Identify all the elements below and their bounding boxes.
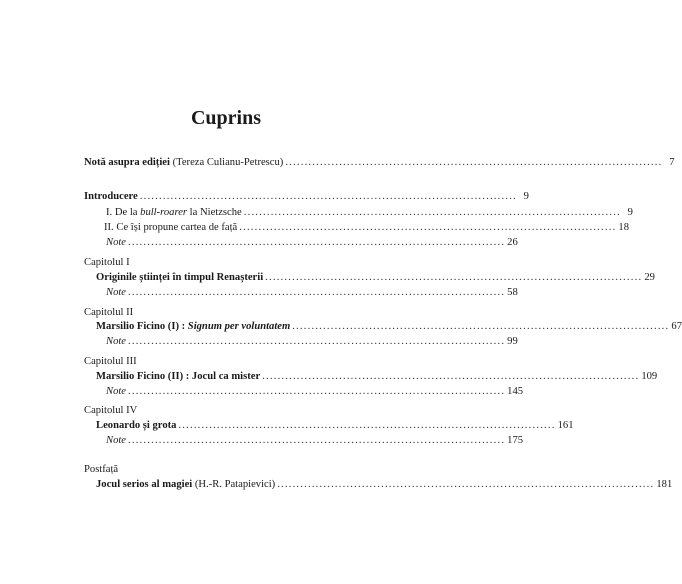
dot-leader: .................................................................................................. (277, 479, 655, 490)
toc-row-cap3-label (0, 355, 452, 369)
toc-row-introducere (0, 190, 529, 204)
toc-entry-cap3[interactable] (96, 370, 658, 384)
toc-entry-cap2[interactable] (96, 320, 682, 334)
page-number: 145 (507, 386, 524, 397)
dot-leader: .................................................................................................. (265, 272, 643, 283)
toc-entry-label: Note (106, 386, 127, 397)
dot-leader: .................................................................................................. (262, 371, 640, 382)
toc-entry-nota[interactable] (84, 156, 675, 170)
dot-leader: .................................................................................................. (139, 191, 517, 202)
page-title: Cuprins (190, 107, 262, 129)
toc-entry-cap4[interactable] (96, 419, 574, 433)
toc-entry-label: Introducere (84, 191, 138, 202)
page-number: 26 (507, 237, 518, 248)
page-number: 67 (671, 321, 682, 332)
section-label: Postfață (84, 464, 119, 475)
toc-row-intro-2 (0, 221, 630, 235)
toc-entry-intro-note[interactable] (106, 236, 518, 250)
dot-leader: .................................................................................................. (243, 207, 621, 218)
toc-row-cap4-title (0, 419, 574, 433)
dot-leader: .................................................................................................. (128, 435, 506, 446)
page-number: 175 (507, 435, 524, 446)
toc-row-cap1-note (0, 286, 518, 300)
toc-row-cap2-note (0, 335, 518, 349)
dot-leader: .................................................................................................. (239, 222, 617, 233)
toc-entry-intro-1[interactable] (106, 206, 633, 220)
page-number: 9 (523, 191, 529, 202)
page-number: 161 (557, 420, 574, 431)
page-number: 7 (669, 157, 675, 168)
toc-row-cap2-label (0, 306, 452, 320)
toc-row-cap2-title (0, 320, 682, 334)
dot-leader: .................................................................................................. (128, 336, 506, 347)
dot-leader: .................................................................................................. (128, 237, 506, 248)
page-number: 9 (627, 207, 633, 218)
toc-entry-introducere[interactable] (84, 190, 529, 204)
dot-leader: .................................................................................................. (128, 287, 506, 298)
toc-entry-label: Note (106, 435, 127, 446)
toc-row-intro-note (0, 236, 518, 250)
toc-entry-label: Note (106, 336, 127, 347)
toc-row-intro-1 (0, 206, 633, 220)
toc-entry-intro-2[interactable] (104, 221, 630, 235)
toc-row-cap1-label (0, 256, 452, 270)
chapter-label: Capitolul I (84, 257, 130, 268)
toc-entry-postfata[interactable] (96, 478, 673, 492)
toc-row-cap3-title (0, 370, 658, 384)
page-number: 181 (656, 479, 673, 490)
page-number: 99 (507, 336, 518, 347)
chapter-label: Capitolul III (84, 356, 137, 367)
chapter-label: Capitolul IV (84, 405, 138, 416)
dot-leader: .................................................................................................. (178, 420, 556, 431)
toc-entry-label: II. Ce își propune cartea de față (104, 222, 238, 233)
dot-leader: .................................................................................................. (128, 386, 506, 397)
toc-entry-label: Notă asupra ediției (Tereza Culianu-Petrescu) (84, 157, 284, 168)
toc-entry-cap1[interactable] (96, 271, 655, 285)
chapter-label: Capitolul II (84, 307, 134, 318)
toc-entry-label: Jocul serios al magiei (H.-R. Patapievici) (96, 479, 276, 490)
toc-entry-cap1-note[interactable] (106, 286, 518, 300)
toc-row-cap4-note (0, 434, 524, 448)
toc-entry-label: Note (106, 237, 127, 248)
dot-leader: .................................................................................................. (292, 321, 670, 332)
dot-leader: .................................................................................................. (285, 157, 663, 168)
toc-row-postfata-label (0, 463, 452, 477)
toc-entry-label: Note (106, 287, 127, 298)
toc-row-cap4-label (0, 404, 452, 418)
page-number: 109 (641, 371, 658, 382)
toc-entry-cap2-note[interactable] (106, 335, 518, 349)
page-number: 29 (644, 272, 655, 283)
toc-row-nota (0, 156, 675, 170)
toc-entry-cap3-note[interactable] (106, 385, 524, 399)
toc-entry-label: Marsilio Ficino (I) : Signum per voluntatem (96, 321, 291, 332)
toc-row-cap3-note (0, 385, 524, 399)
toc-entry-label: I. De la bull-roarer la Nietzsche (106, 207, 242, 218)
toc-entry-label: Marsilio Ficino (II) : Jocul ca mister (96, 371, 261, 382)
page-number: 58 (507, 287, 518, 298)
toc-entry-label: Leonardo și grota (96, 420, 177, 431)
toc-row-postfata-title (0, 478, 673, 492)
toc-row-cap1-title (0, 271, 655, 285)
toc-entry-cap4-note[interactable] (106, 434, 524, 448)
toc-entry-label: Originile științei în timpul Renașterii (96, 272, 264, 283)
page-number: 18 (618, 222, 630, 233)
